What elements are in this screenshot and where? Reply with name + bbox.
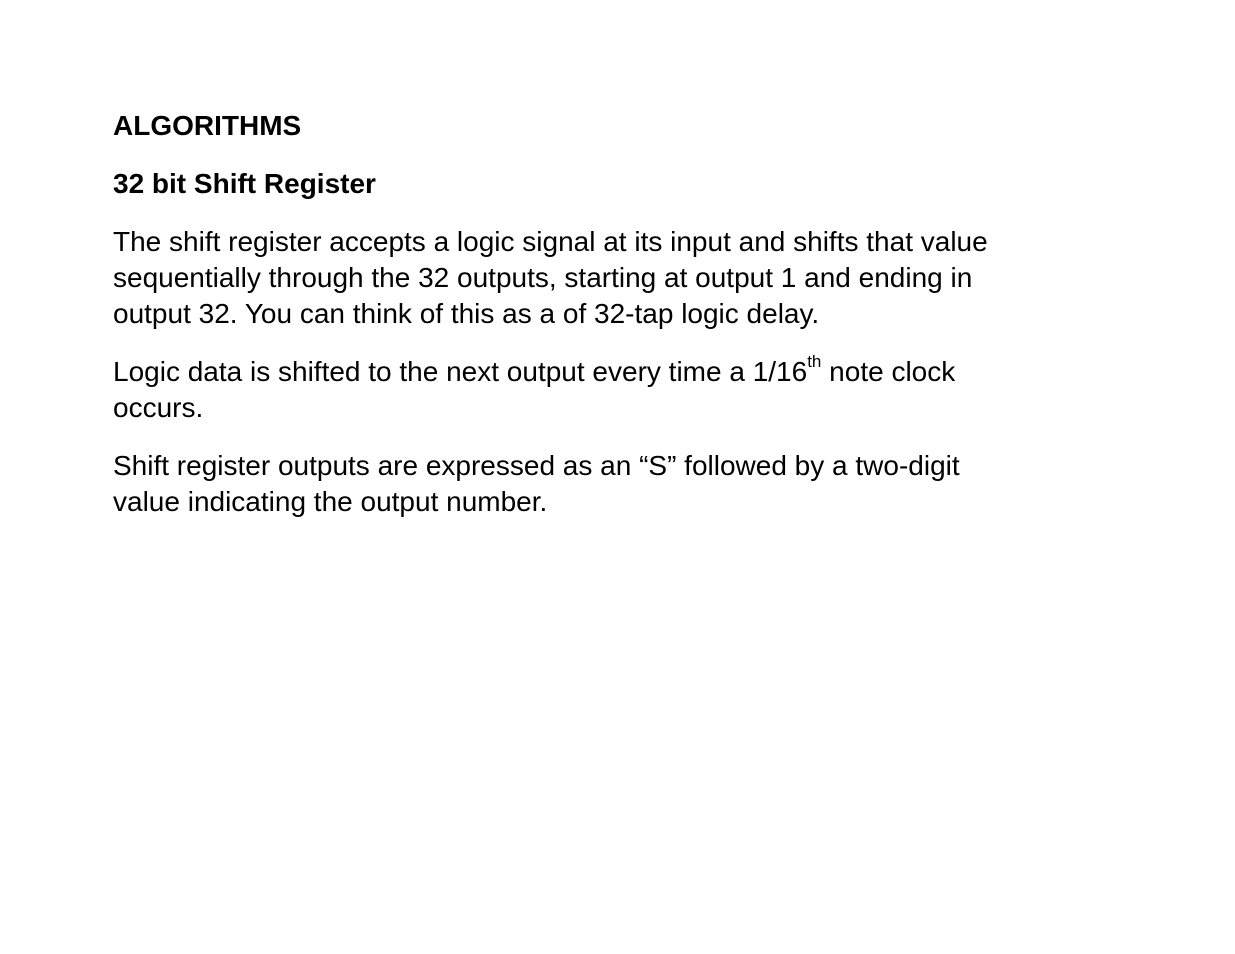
paragraph-line: occurs.: [113, 392, 204, 423]
paragraph-line: sequentially through the 32 outputs, starting at output 1 and ending in: [113, 262, 973, 293]
paragraph-outputs: [113, 448, 1123, 520]
paragraph-clock: [113, 354, 1123, 426]
superscript-ordinal: th: [807, 352, 822, 371]
text-run: note clock: [821, 356, 956, 387]
paragraph-line: Shift register outputs are expressed as an “S” followed by a two-digit: [113, 450, 960, 481]
subsection-heading: 32 bit Shift Register: [113, 168, 376, 199]
paragraph-line: The shift register accepts a logic signal at its input and shifts that value: [113, 226, 988, 257]
text-run: Logic data is shifted to the next output every time a 1/16: [113, 356, 808, 387]
document-page: [113, 108, 1123, 520]
paragraph-line: output 32. You can think of this as a of 32-tap logic delay.: [113, 298, 820, 329]
section-heading: ALGORITHMS: [113, 110, 302, 141]
paragraph-description: [113, 224, 1123, 332]
paragraph-line: [113, 354, 1123, 390]
paragraph-line: value indicating the output number.: [113, 486, 548, 517]
